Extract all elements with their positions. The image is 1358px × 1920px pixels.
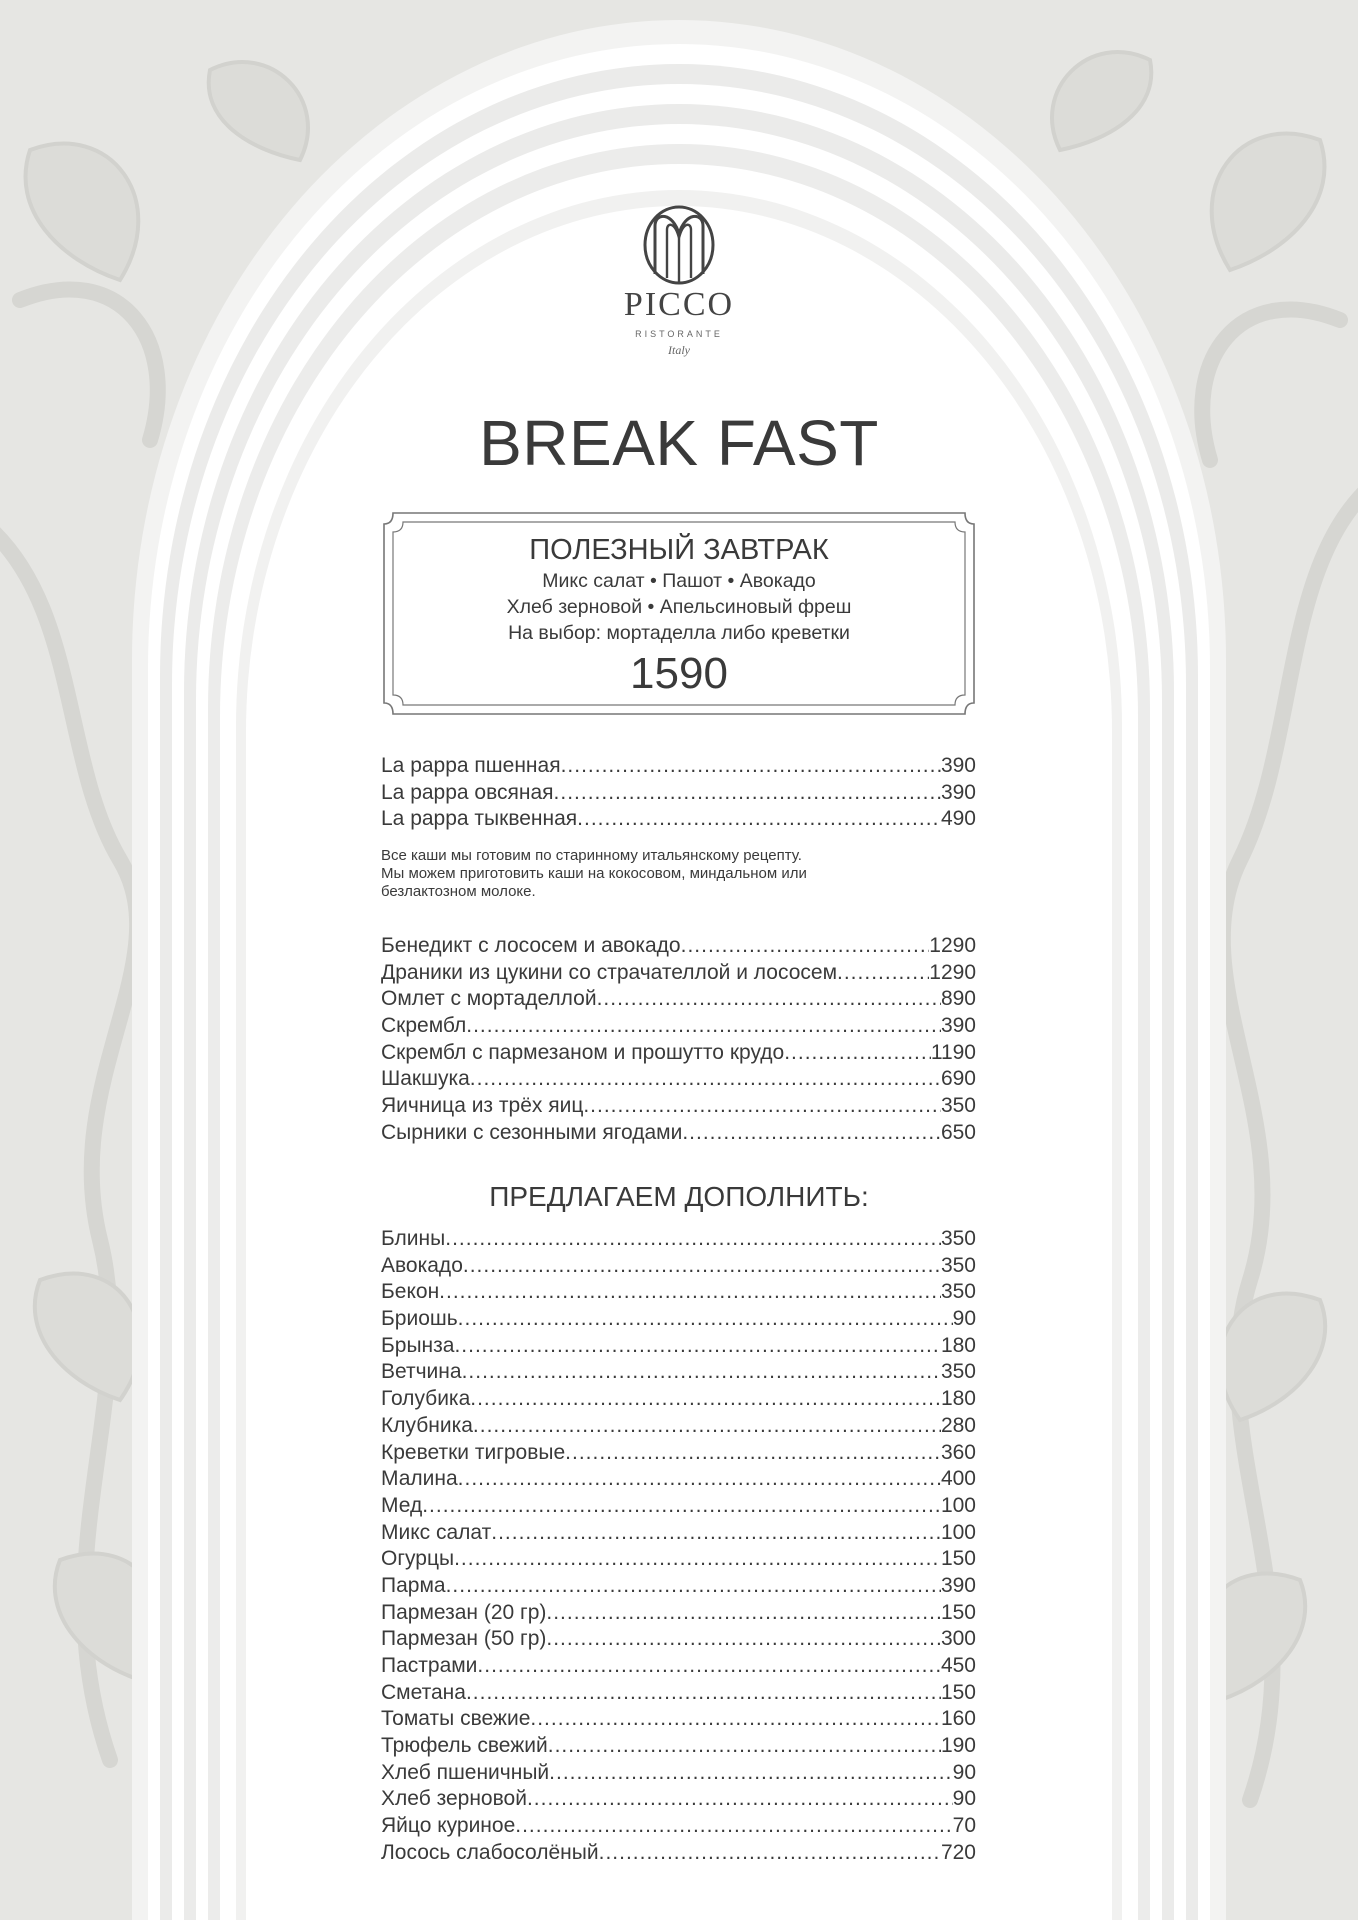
item-name: Лосось слабосолёный bbox=[381, 1840, 599, 1864]
leader-dots bbox=[837, 960, 929, 987]
leader-dots bbox=[784, 1040, 931, 1067]
leader-dots bbox=[530, 1706, 941, 1733]
item-price: 100 bbox=[940, 1493, 976, 1517]
item-name: Авокадо bbox=[381, 1253, 463, 1277]
item-price: 400 bbox=[940, 1467, 976, 1491]
leader-dots bbox=[454, 1546, 941, 1573]
menu-item bbox=[381, 1573, 976, 1600]
menu-item bbox=[381, 1546, 976, 1573]
menu-item bbox=[381, 1706, 976, 1733]
brand-subtitle: RISTORANTE bbox=[635, 329, 723, 339]
item-price: 720 bbox=[940, 1840, 976, 1864]
note-line: безлактозном молоке. bbox=[381, 883, 536, 900]
leader-dots bbox=[515, 1813, 952, 1840]
leader-dots bbox=[458, 1466, 941, 1493]
item-name: Хлеб зерновой bbox=[381, 1787, 527, 1811]
menu-item bbox=[381, 1040, 976, 1067]
extras-heading: ПРЕДЛАГАЕМ ДОПОЛНИТЬ: bbox=[489, 1181, 869, 1212]
item-name: Томаты свежие bbox=[381, 1707, 531, 1731]
menu-item bbox=[381, 1600, 976, 1627]
item-name: Шакшука bbox=[381, 1067, 470, 1091]
menu-item bbox=[381, 1493, 976, 1520]
item-name: Мед bbox=[381, 1493, 423, 1517]
leader-dots bbox=[546, 1626, 941, 1653]
item-price: 1190 bbox=[930, 1040, 976, 1064]
porridge-list bbox=[381, 753, 976, 833]
item-price: 350 bbox=[940, 1280, 976, 1304]
item-price: 160 bbox=[940, 1707, 976, 1731]
item-name: La pappa тыквенная bbox=[381, 807, 578, 831]
dishes-list bbox=[381, 933, 976, 1147]
menu-item bbox=[381, 1653, 976, 1680]
leader-dots bbox=[422, 1493, 941, 1520]
menu-item bbox=[381, 1120, 976, 1147]
menu-item bbox=[381, 1226, 976, 1253]
leader-dots bbox=[470, 1386, 941, 1413]
menu-item bbox=[381, 1279, 976, 1306]
item-name: Скрембл с пармезаном и прошутто крудо bbox=[381, 1040, 785, 1064]
menu-item bbox=[381, 806, 976, 833]
extras-list bbox=[381, 1226, 976, 1867]
leader-dots bbox=[466, 1680, 941, 1707]
item-name: Пастрами bbox=[381, 1654, 478, 1677]
menu-item bbox=[381, 1066, 976, 1093]
item-price: 490 bbox=[940, 807, 976, 831]
item-name: Ветчина bbox=[381, 1360, 462, 1384]
item-name: Трюфель свежий bbox=[381, 1734, 548, 1758]
item-price: 150 bbox=[940, 1600, 976, 1624]
item-price: 650 bbox=[940, 1120, 976, 1144]
item-name: Бекон bbox=[381, 1280, 440, 1304]
item-price: 390 bbox=[940, 780, 976, 804]
item-name: Сметана bbox=[381, 1680, 466, 1704]
item-name: Брынза bbox=[381, 1333, 455, 1357]
menu-item bbox=[381, 1786, 976, 1813]
item-name: Микс салат bbox=[381, 1520, 492, 1544]
leader-dots bbox=[549, 1760, 952, 1787]
restaurant-logo bbox=[579, 204, 779, 358]
item-price: 1290 bbox=[929, 934, 976, 957]
menu-item bbox=[381, 1253, 976, 1280]
item-price: 1290 bbox=[929, 960, 976, 984]
menu-item bbox=[381, 1813, 976, 1840]
leader-dots bbox=[597, 986, 941, 1013]
item-name: Бриошь bbox=[381, 1307, 458, 1331]
leader-dots bbox=[565, 1440, 941, 1467]
item-price: 890 bbox=[940, 987, 976, 1011]
leader-dots bbox=[527, 1786, 953, 1813]
leader-dots bbox=[445, 1226, 941, 1253]
item-price: 390 bbox=[940, 1573, 976, 1597]
leader-dots bbox=[439, 1279, 941, 1306]
menu-item bbox=[381, 1306, 976, 1333]
brand-name: PICCO bbox=[623, 286, 735, 323]
item-name: Малина bbox=[381, 1467, 458, 1491]
item-price: 150 bbox=[940, 1547, 976, 1571]
item-price: 690 bbox=[940, 1067, 976, 1091]
item-price: 90 bbox=[952, 1760, 976, 1784]
note-line: Все каши мы готовим по старинному итальянскому рецепту. bbox=[381, 847, 802, 864]
item-price: 390 bbox=[940, 754, 976, 777]
item-price: 350 bbox=[940, 1227, 976, 1250]
item-name: Клубника bbox=[381, 1413, 473, 1437]
combo-line: На выбор: мортаделла либо креветки bbox=[508, 622, 850, 644]
brand-region: Italy bbox=[668, 343, 690, 357]
leader-dots bbox=[491, 1520, 941, 1547]
menu-item bbox=[381, 1386, 976, 1413]
menu-item bbox=[381, 1520, 976, 1547]
item-name: Яйцо куриное bbox=[381, 1814, 516, 1838]
menu-item bbox=[381, 1733, 976, 1760]
item-price: 350 bbox=[940, 1094, 976, 1118]
porridge-note bbox=[381, 847, 981, 901]
item-name: Бенедикт с лососем и авокадо bbox=[381, 934, 681, 957]
menu-item bbox=[381, 1093, 976, 1120]
menu-item bbox=[381, 1466, 976, 1493]
menu-item bbox=[381, 1626, 976, 1653]
item-price: 360 bbox=[940, 1440, 976, 1464]
menu-item bbox=[381, 753, 976, 780]
leader-dots bbox=[548, 1733, 941, 1760]
item-name: Яичница из трёх яиц bbox=[381, 1094, 584, 1118]
leader-dots bbox=[458, 1306, 953, 1333]
item-name: Омлет с мортаделлой bbox=[381, 987, 597, 1011]
combo-line: Микс салат • Пашот • Авокадо bbox=[542, 570, 816, 592]
item-price: 300 bbox=[940, 1627, 976, 1651]
item-name: Хлеб пшеничный bbox=[381, 1760, 550, 1784]
item-name: Пармезан (50 гр) bbox=[381, 1627, 547, 1651]
leader-dots bbox=[446, 1573, 941, 1600]
item-price: 90 bbox=[952, 1307, 976, 1331]
item-name: Голубика bbox=[381, 1387, 471, 1411]
leader-dots bbox=[462, 1359, 941, 1386]
leader-dots bbox=[463, 1253, 941, 1280]
menu-item bbox=[381, 986, 976, 1013]
item-price: 280 bbox=[940, 1413, 976, 1437]
picco-monogram-icon bbox=[639, 204, 719, 286]
leader-dots bbox=[681, 933, 930, 960]
item-name: Огурцы bbox=[381, 1547, 455, 1571]
item-price: 180 bbox=[940, 1333, 976, 1357]
item-name: Парма bbox=[381, 1573, 446, 1597]
item-price: 150 bbox=[940, 1680, 976, 1704]
item-name: Пармезан (20 гр) bbox=[381, 1600, 547, 1624]
item-price: 70 bbox=[952, 1814, 976, 1838]
leader-dots bbox=[454, 1333, 940, 1360]
item-name: Блины bbox=[381, 1227, 446, 1250]
combo-title: ПОЛЕЗНЫЙ ЗАВТРАК bbox=[529, 534, 829, 566]
menu-item bbox=[381, 1680, 976, 1707]
item-price: 350 bbox=[940, 1360, 976, 1384]
item-name: Сырники с сезонными ягодами bbox=[381, 1120, 683, 1144]
leader-dots bbox=[577, 806, 941, 833]
leader-dots bbox=[470, 1066, 941, 1093]
combo-price: 1590 bbox=[630, 649, 728, 698]
menu-item bbox=[381, 1440, 976, 1467]
leader-dots bbox=[599, 1840, 941, 1867]
menu-item bbox=[381, 780, 976, 807]
leader-dots bbox=[561, 753, 941, 780]
leader-dots bbox=[554, 780, 941, 807]
item-price: 90 bbox=[952, 1787, 976, 1811]
combo-offer-card bbox=[383, 512, 975, 715]
menu-item bbox=[381, 1333, 976, 1360]
note-line: Мы можем приготовить каши на кокосовом, миндальном или bbox=[381, 865, 807, 882]
item-price: 450 bbox=[940, 1654, 976, 1677]
combo-line: Хлеб зерновой • Апельсиновый фреш bbox=[506, 596, 852, 618]
item-name: Скрембл bbox=[381, 1014, 467, 1038]
leader-dots bbox=[466, 1013, 941, 1040]
menu-item bbox=[381, 933, 976, 960]
item-name: La pappa пшенная bbox=[381, 754, 561, 777]
item-price: 100 bbox=[940, 1520, 976, 1544]
item-price: 350 bbox=[940, 1253, 976, 1277]
menu-item bbox=[381, 1013, 976, 1040]
leader-dots bbox=[546, 1600, 941, 1627]
leader-dots bbox=[477, 1653, 941, 1680]
leader-dots bbox=[682, 1120, 941, 1147]
item-name: Драники из цукини со страчателлой и лососем bbox=[381, 960, 838, 984]
menu-item bbox=[381, 960, 976, 987]
menu-item bbox=[381, 1760, 976, 1787]
menu-item bbox=[381, 1413, 976, 1440]
item-name: Креветки тигровые bbox=[381, 1440, 566, 1464]
leader-dots bbox=[473, 1413, 941, 1440]
item-name: La pappa овсяная bbox=[381, 780, 554, 804]
item-price: 190 bbox=[940, 1734, 976, 1758]
menu-item bbox=[381, 1840, 976, 1867]
item-price: 390 bbox=[940, 1014, 976, 1038]
page-title: BREAK FAST bbox=[479, 407, 879, 479]
leader-dots bbox=[583, 1093, 941, 1120]
item-price: 180 bbox=[940, 1387, 976, 1411]
menu-item bbox=[381, 1359, 976, 1386]
